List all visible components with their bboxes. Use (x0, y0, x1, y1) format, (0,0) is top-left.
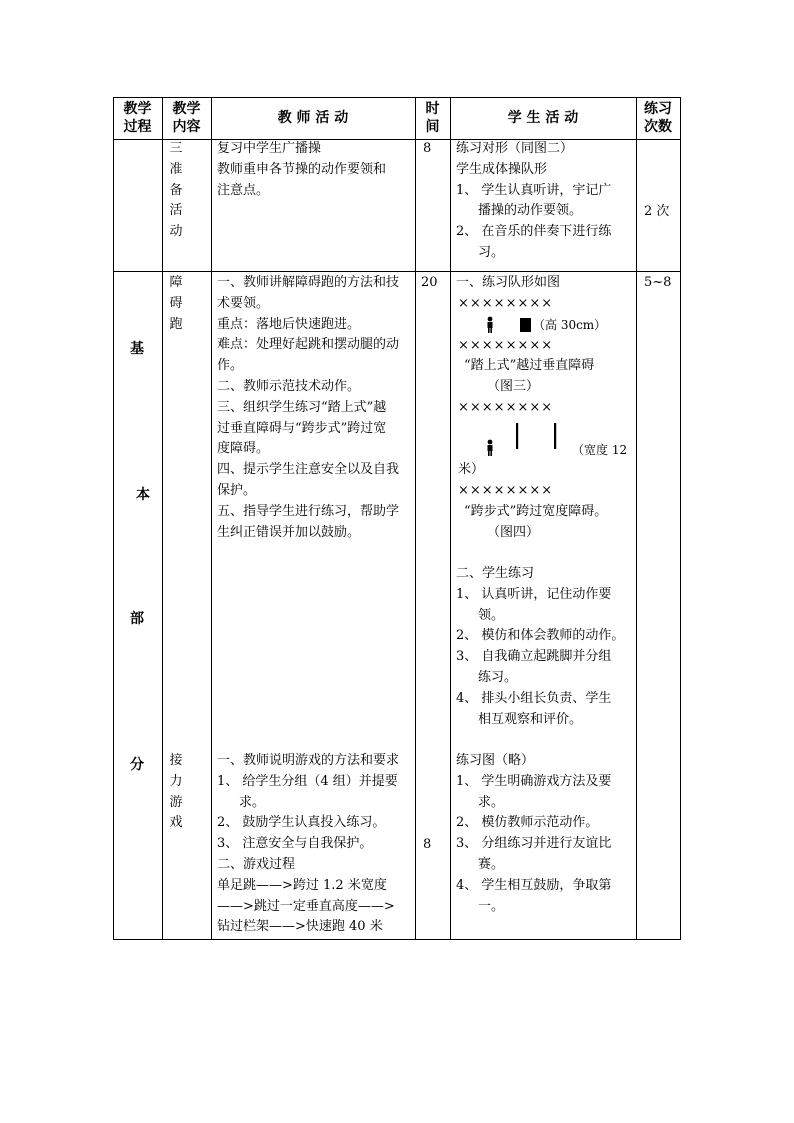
header-content (162, 100, 211, 136)
header-time-line2: 间 (425, 119, 440, 135)
text-line: 生纠正错误并加以鼓励。 (217, 524, 361, 540)
text-line: 1、 学生认真听讲，宇记广 (456, 182, 612, 198)
process-char-3: 部 (130, 611, 144, 627)
formation-row: ×××××××× (458, 400, 554, 415)
header-process-line1: 教学 (123, 101, 152, 117)
formation-row: ×××××××× (458, 338, 554, 353)
text-line: 相互观察和评价。 (478, 711, 583, 727)
person-icon (484, 316, 496, 333)
relay-time: 8 (423, 837, 432, 852)
text-line: 4、 排头小组长负责、学生 (456, 690, 612, 706)
text-line: 3、 分组练习并进行友谊比 (456, 836, 612, 852)
text-line: 2、 模仿教师示范动作。 (456, 815, 599, 831)
text-line: 过垂直障碍与“跨步式”跨过宽 (217, 420, 387, 436)
width-obstacle-icon (512, 423, 562, 449)
text-line: 2、 鼓励学生认真投入练习。 (217, 815, 386, 831)
content-char: 跑 (169, 316, 183, 332)
text-line: 1、 给学生分组（4 组）并提要 (217, 773, 398, 789)
header-teacher: 教 师 活 动 (277, 110, 349, 126)
text-line: 3、 注意安全与自我保护。 (217, 836, 373, 852)
header-content-line1: 教学 (172, 101, 201, 117)
text-line: 求。 (478, 794, 505, 810)
text-line: 复习中学生广播操 (217, 141, 322, 156)
person-icon (484, 439, 496, 456)
formation-title: 一、练习队形如图 (456, 275, 561, 290)
content-char: 接 (169, 753, 183, 768)
text-line: 1、 学生明确游戏方法及要 (456, 773, 612, 789)
relay-student-activity (456, 751, 611, 917)
text-line: 五、指导学生进行练习，帮助学 (217, 503, 400, 519)
relay-teacher-activity (217, 751, 399, 938)
fig3-height-label: （高 30cm） (533, 318, 607, 332)
text-line: 二、游戏过程 (217, 856, 296, 872)
content-char: 戏 (169, 815, 183, 831)
prep-teacher-activity (217, 139, 386, 201)
prep-content-char: 准 (169, 161, 183, 177)
fig4-caption: “跨步式”跨过宽度障碍。 (464, 504, 608, 519)
text-line: 教师重申各节操的动作要领和 (217, 161, 387, 177)
text-line: 钻过栏架——>快速跑 40 米 (217, 919, 383, 935)
hurdle-teacher-activity (217, 273, 399, 543)
text-line: 赛。 (478, 856, 505, 872)
prep-content (168, 139, 184, 243)
text-line: 难点：处理好起跳和摆动腿的动 (217, 337, 400, 353)
fig3-name: （图三） (487, 379, 540, 394)
prep-time: 8 (423, 141, 432, 156)
formation-row: ×××××××× (458, 296, 554, 311)
header-process-line2: 过程 (123, 119, 152, 135)
header-student: 学 生 活 动 (507, 110, 579, 126)
formation-row: ×××××××× (458, 483, 554, 498)
text-line: 学生成体操队形 (456, 161, 548, 177)
process-char-1: 基 (130, 341, 144, 357)
content-char: 游 (169, 794, 183, 810)
text-line: 练习图（略） (456, 753, 535, 768)
text-line: 一。 (478, 898, 505, 914)
header-count-line2: 次数 (644, 119, 672, 135)
prep-count: 2 次 (644, 204, 670, 219)
text-line: 2、 模仿和体会教师的动作。 (456, 628, 625, 644)
text-line: 一、教师说明游戏的方法和要求 (217, 753, 400, 768)
text-line: 求。 (239, 794, 266, 810)
vertical-obstacle-icon (520, 318, 531, 332)
header-time (415, 100, 450, 136)
text-line: ——>跳过一定垂直高度——> (217, 898, 395, 914)
text-line: 单足跳——>跨过 1.2 米宽度 (217, 877, 387, 893)
text-line: 作。 (217, 358, 244, 374)
text-line: 度障碍。 (217, 441, 270, 457)
content-char: 障 (169, 275, 183, 290)
text-line: 重点：落地后快速跑进。 (217, 316, 361, 332)
content-char: 力 (169, 773, 183, 789)
hurdle-time: 20 (421, 275, 438, 290)
fig4-width-label-cont: 米） (458, 462, 485, 477)
prep-content-char: 三 (169, 141, 183, 156)
content-relay-game (168, 751, 184, 834)
text-line: 领。 (478, 607, 505, 623)
process-char-2: 本 (136, 487, 150, 503)
text-line: 二、学生练习 (456, 566, 535, 581)
content-char: 碍 (169, 295, 183, 311)
text-line: 2、 在音乐的伴奏下进行练 (456, 224, 612, 240)
content-hurdle-run (168, 273, 184, 335)
text-line: 一、教师讲解障碍跑的方法和技 (217, 275, 400, 290)
fig3-caption: “踏上式”越过垂直障碍 (464, 358, 595, 373)
text-line: 三、组织学生练习“踏上式”越 (217, 399, 387, 415)
prep-content-char: 活 (169, 203, 183, 219)
header-count-line1: 练习 (644, 101, 672, 117)
text-line: 保护。 (217, 482, 257, 498)
text-line: 播操的动作要领。 (478, 203, 583, 219)
text-line: 练习对形（同图二） (456, 141, 574, 156)
text-line: 习。 (478, 244, 505, 260)
text-line: 术要领。 (217, 295, 270, 311)
fig4-width-label: （宽度 12 (572, 443, 628, 457)
process-char-4: 分 (130, 757, 144, 773)
prep-content-char: 动 (169, 224, 183, 240)
header-time-line1: 时 (425, 101, 440, 117)
text-line: 练习。 (478, 669, 518, 685)
basic-count: 5~8 (644, 275, 672, 290)
text-line: 注意点。 (217, 182, 270, 198)
text-line: 1、 认真听讲，记住动作要 (456, 586, 612, 602)
fig4-name: （图四） (487, 525, 540, 540)
text-line: 四、提示学生注意安全以及自我 (217, 462, 400, 478)
header-count (636, 100, 680, 136)
student-practice (456, 564, 624, 730)
header-content-line2: 内容 (172, 119, 201, 135)
text-line: 4、 学生相互鼓励，争取第 (456, 877, 612, 893)
prep-content-char: 备 (169, 182, 183, 198)
text-line: 3、 自我确立起跳脚并分组 (456, 649, 612, 665)
prep-student-activity (456, 139, 611, 264)
header-process (113, 100, 162, 136)
text-line: 二、教师示范技术动作。 (217, 378, 361, 394)
